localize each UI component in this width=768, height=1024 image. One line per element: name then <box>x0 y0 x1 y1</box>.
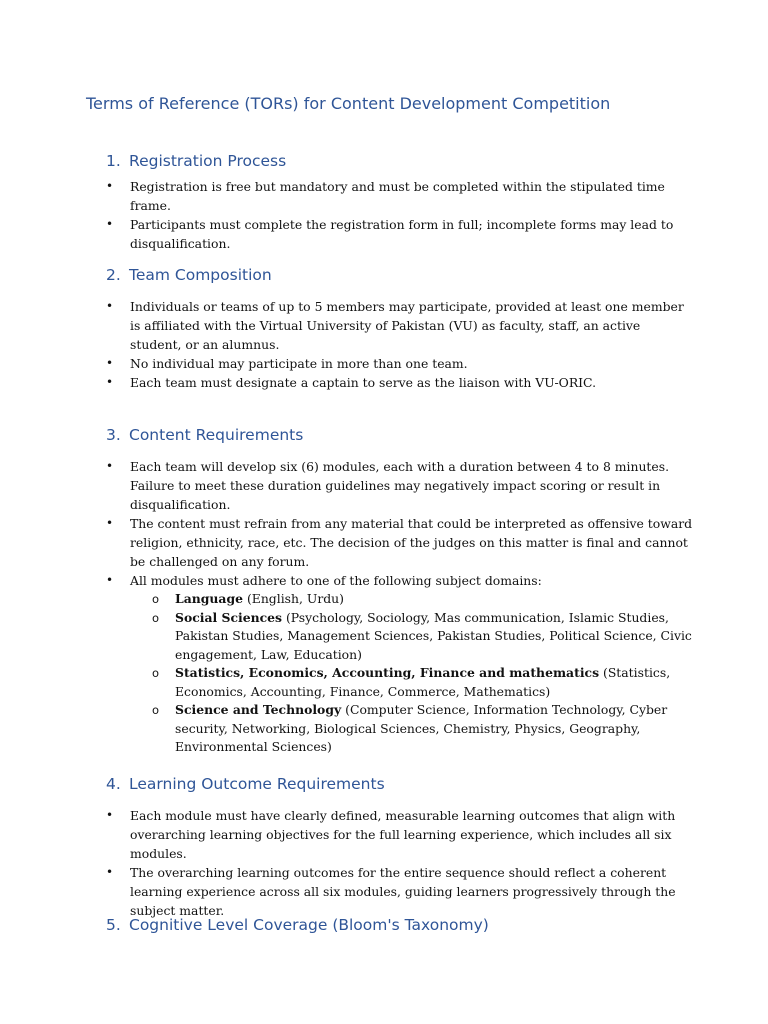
document-title: Terms of Reference (TORs) for Content Development Competition <box>86 94 611 113</box>
circle-bullet-icon: o <box>152 703 160 717</box>
section-title: Learning Outcome Requirements <box>129 775 385 793</box>
subject-domain-item <box>152 590 695 609</box>
domain-name: Social Sciences <box>175 609 283 625</box>
list-item-text: The overarching learning outcomes for the entire sequence should reflect a coherent learning experience across all six modules, guiding learners progressively through the subject matter. <box>130 865 676 918</box>
list-item <box>0 863 695 920</box>
list-item-text: Individuals or teams of up to 5 members may participate, provided at least one member is affiliated with the Virtual University of Pakistan (VU) as faculty, staff, an active student, or an alumnus. <box>130 299 684 352</box>
bullet-icon: • <box>106 459 114 473</box>
section-heading <box>106 775 385 793</box>
list-item <box>0 297 695 354</box>
subject-domain-list <box>130 590 695 757</box>
section-heading <box>106 266 272 284</box>
list-item <box>0 373 695 392</box>
list-item <box>0 177 695 215</box>
section-title: Content Requirements <box>129 426 304 444</box>
bullet-icon: • <box>106 356 114 370</box>
section-number: 5. <box>106 916 121 934</box>
domain-detail: (English, Urdu) <box>243 591 344 606</box>
bullet-icon: • <box>106 808 114 822</box>
bullet-icon: • <box>106 573 114 587</box>
list-item <box>0 571 695 757</box>
bullet-list <box>0 177 768 253</box>
list-item-text: Each team must designate a captain to serve as the liaison with VU-ORIC. <box>130 375 597 390</box>
list-item <box>0 457 695 514</box>
list-item-text: All modules must adhere to one of the following subject domains: <box>130 573 542 588</box>
domain-name: Statistics, Economics, Accounting, Finance and mathematics <box>175 665 600 680</box>
list-item <box>0 215 695 253</box>
list-item <box>0 354 695 373</box>
list-item-text: Participants must complete the registration form in full; incomplete forms may lead to disqualification. <box>130 217 674 251</box>
section-title: Team Composition <box>129 266 272 284</box>
list-item-text: No individual may participate in more than one team. <box>130 356 468 371</box>
subject-domain-item <box>152 701 695 757</box>
list-item-text: The content must refrain from any material that could be interpreted as offensive toward religion, ethnicity, race, etc. The decision of the judges on this matter is final and cannot be challenged on any forum. <box>130 516 693 569</box>
section-number: 4. <box>106 775 121 793</box>
bullet-icon: • <box>106 375 114 389</box>
bullet-icon: • <box>106 217 114 231</box>
bullet-icon: • <box>106 299 114 313</box>
circle-bullet-icon: o <box>152 666 160 680</box>
section-heading <box>106 916 489 934</box>
domain-name: Language <box>175 591 243 606</box>
bullet-icon: • <box>106 865 114 879</box>
bullet-icon: • <box>106 516 114 530</box>
domain-name: Science and Technology <box>175 702 342 717</box>
domain-detail: (Psychology, Sociology, Mas communication, Islamic Studies, Pakistan Studies, Management Sciences, Pakistan Studies, Political Science, Civic engagement, Law, Education) <box>175 609 692 662</box>
bullet-list <box>0 457 768 757</box>
section-heading <box>106 152 286 170</box>
list-item-text: Each team will develop six (6) modules, each with a duration between 4 to 8 minutes. Failure to meet these duration guidelines may negatively impact scoring or result in disqualification. <box>130 459 670 512</box>
list-item <box>0 806 695 863</box>
circle-bullet-icon: o <box>152 610 160 625</box>
section-number: 1. <box>106 152 121 170</box>
list-item-text: Each module must have clearly defined, measurable learning outcomes that align with overarching learning objectives for the full learning experience, which includes all six modules. <box>130 808 676 861</box>
section-heading <box>106 426 303 444</box>
bullet-list <box>0 806 768 920</box>
section-title: Registration Process <box>129 152 287 170</box>
domain-detail: (Computer Science, Information Technology, Cyber security, Networking, Biological Sciences, Chemistry, Physics, Geography, Environmental Sciences) <box>175 702 668 754</box>
list-item <box>0 514 695 571</box>
subject-domain-item <box>152 609 695 665</box>
list-item-text: Registration is free but mandatory and must be completed within the stipulated time frame. <box>130 179 665 213</box>
domain-detail: (Statistics, Economics, Accounting, Finance, Commerce, Mathematics) <box>175 665 671 699</box>
section-number: 2. <box>106 266 121 284</box>
section-number: 3. <box>106 426 121 444</box>
section-title: Cognitive Level Coverage (Bloom's Taxonomy) <box>129 916 489 934</box>
subject-domain-item <box>152 664 695 701</box>
bullet-icon: • <box>106 179 114 193</box>
circle-bullet-icon: o <box>152 592 160 606</box>
bullet-list <box>0 297 768 392</box>
